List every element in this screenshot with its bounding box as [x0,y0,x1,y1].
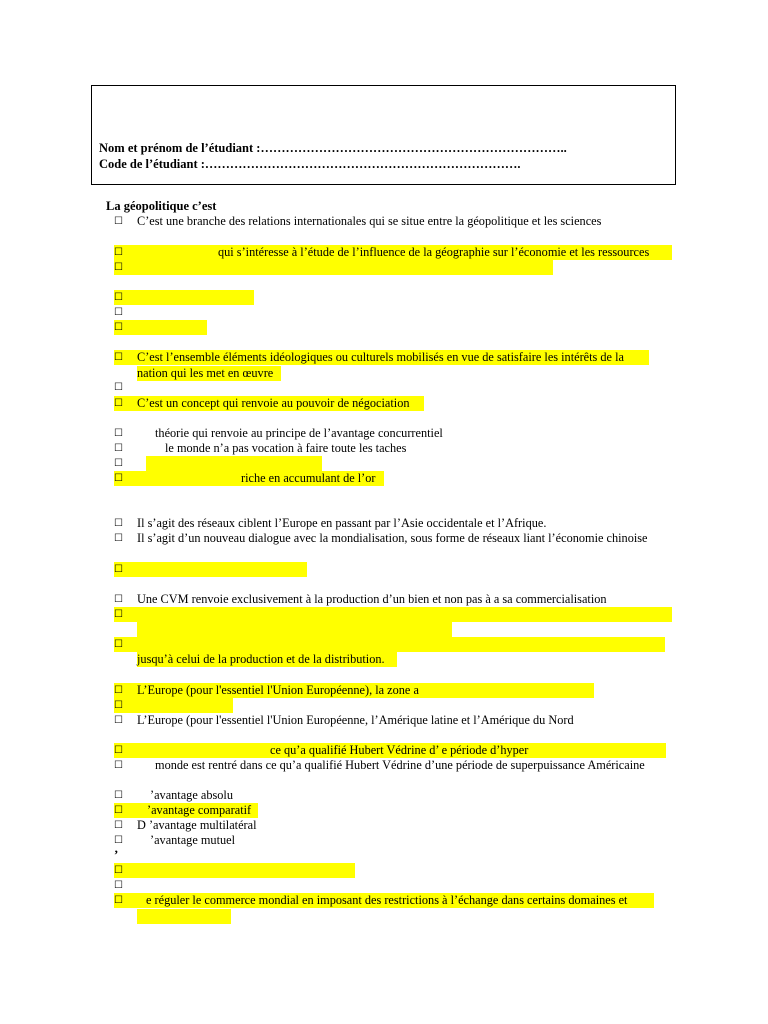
highlight [137,909,231,924]
highlight [114,562,307,577]
checkbox[interactable]: ☐ [114,760,123,771]
student-code-field[interactable]: Code de l’étudiant :…………………………………………………………………. [99,157,521,171]
checkbox[interactable]: ☐ [114,473,123,484]
option-text: ’avantage mutuel [150,833,236,847]
option-text: jusqu’à celui de la production et de la distribution. [137,652,385,666]
option-text: Une CVM renvoie exclusivement à la production d’un bien et non pas à a sa commercialisation [137,592,607,606]
checkbox[interactable]: ☐ [114,262,123,273]
option-text: Il s’agit des réseaux ciblent l’Europe en passant par l’Asie occidentale et l’Afrique. [137,516,547,530]
student-name-field[interactable]: Nom et prénom de l’étudiant :……………………………………………………………….. [99,141,567,155]
checkbox[interactable]: ☐ [114,216,123,227]
checkbox[interactable]: ☐ [114,715,123,726]
highlight [114,607,672,622]
checkbox[interactable]: ☐ [114,428,123,439]
highlight [114,698,233,713]
highlight [137,622,452,637]
option-text: L’Europe (pour l'essentiel l'Union Européenne, l’Amérique latine et l’Amérique du Nord [137,713,574,727]
option-text: L’Europe (pour l'essentiel l'Union Européenne), la zone a [137,683,419,697]
checkbox[interactable]: ☐ [114,609,123,620]
question-title: La géopolitique c’est [106,199,217,213]
checkbox[interactable]: ☐ [114,685,123,696]
checkbox[interactable]: ☐ [114,835,123,846]
option-text: ce qu’a qualifié Hubert Védrine d’ e période d’hyper [270,743,529,757]
option-text: riche en accumulant de l’or [241,471,376,485]
checkbox[interactable]: ☐ [114,518,123,529]
option-text: monde est rentré dans ce qu’a qualifié Hubert Védrine d’une période de superpuissance Américaine [155,758,645,772]
option-text: Il s’agit d’un nouveau dialogue avec la mondialisation, sous forme de réseaux liant l’économie chinoise [137,531,648,545]
checkbox[interactable]: ☐ [114,880,123,891]
option-text: C’est l’ensemble éléments idéologiques ou culturels mobilisés en vue de satisfaire les intérêts de la [137,350,624,364]
highlight [114,260,553,275]
checkbox[interactable]: ☐ [114,292,123,303]
option-text: qui s’intéresse à l’étude de l’influence de la géographie sur l’économie et les ressources [218,245,650,259]
checkbox[interactable]: ☐ [114,865,123,876]
checkbox[interactable]: ☐ [114,352,123,363]
option-text: ’avantage comparatif [147,803,252,817]
checkbox[interactable]: ☐ [114,745,123,756]
checkbox[interactable]: ☐ [114,594,123,605]
option-text: le monde n’a pas vocation à faire toute les taches [165,441,407,455]
highlight [114,863,355,878]
student-info-box [91,85,676,185]
option-text: D ’avantage multilatéral [137,818,257,832]
checkbox[interactable]: ☐ [114,307,123,318]
checkbox[interactable]: ☐ [114,533,123,544]
checkbox[interactable]: ☐ [114,820,123,831]
highlight [114,637,665,652]
option-text: théorie qui renvoie au principe de l’avantage concurrentiel [155,426,443,440]
highlight [114,320,207,335]
checkbox[interactable]: ☐ [114,790,123,801]
option-text: C’est un concept qui renvoie au pouvoir de négociation [137,396,410,410]
checkbox[interactable]: ☐ [114,458,123,469]
checkbox[interactable]: ☐ [114,382,123,393]
checkbox[interactable]: ☐ [114,805,123,816]
checkbox[interactable]: ☐ [114,564,123,575]
checkbox[interactable]: ☐ [114,895,123,906]
highlight [146,456,322,471]
checkbox[interactable]: ☐ [114,700,123,711]
checkbox[interactable]: ☐ [114,443,123,454]
option-text: C’est une branche des relations internationales qui se situe entre la géopolitique et les sciences [137,214,602,228]
highlight [114,290,254,305]
checkbox[interactable]: ☐ [114,247,123,258]
checkbox[interactable]: ☐ [114,322,123,333]
option-text: nation qui les met en œuvre [137,366,274,380]
option-text: e réguler le commerce mondial en imposant des restrictions à l’échange dans certains domaines et [146,893,628,907]
option-text: ’avantage absolu [150,788,233,802]
checkbox[interactable]: ☐ [114,398,123,409]
stray-apostrophe: ’ [114,847,119,862]
checkbox[interactable]: ☐ [114,639,123,650]
